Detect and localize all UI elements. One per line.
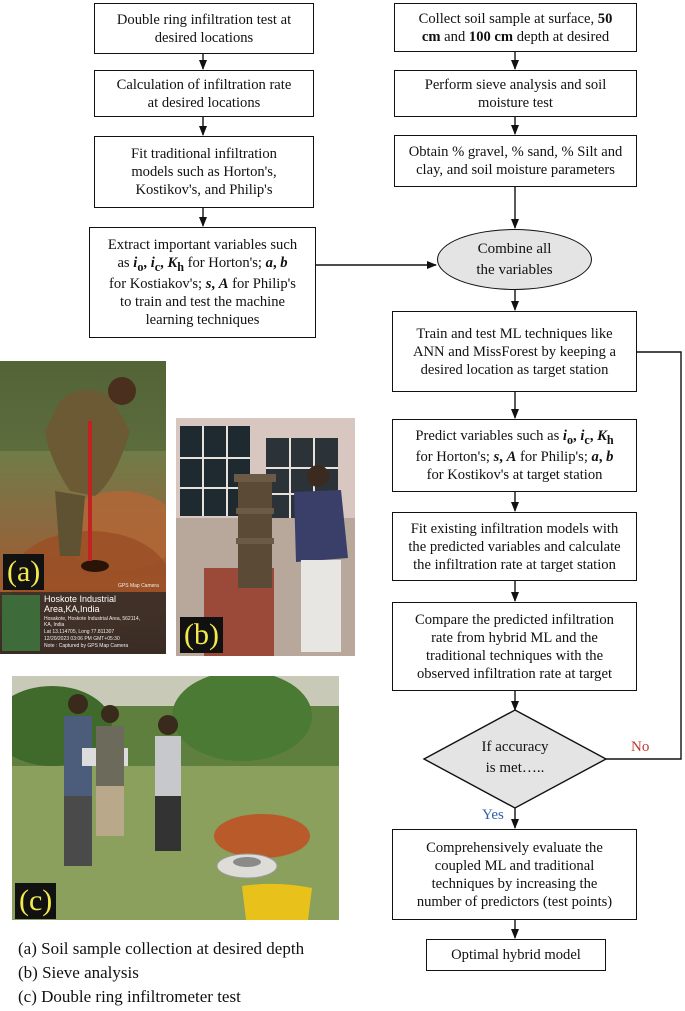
train-line1: Train and test ML techniques like <box>416 325 613 342</box>
photo-c-tag: (c) <box>15 883 56 919</box>
var-a: a <box>265 254 273 271</box>
step4-kostiakov: for Kostiakov's; <box>109 276 206 293</box>
step-extract-variables <box>89 227 316 338</box>
predict-line3: for Kostikov's at target station <box>426 467 603 484</box>
collect-pre: Collect soil sample at surface, <box>418 10 598 27</box>
evaluate-line4: number of predictors (test points) <box>416 893 613 910</box>
combine-line2: the variables <box>476 261 553 278</box>
photo-soil-collection <box>0 361 166 654</box>
gps-title: Hoskote Industrial Area,KA,India <box>44 594 117 614</box>
compare-line4: observed infiltration rate at target <box>416 665 613 682</box>
collect-depth2: 100 cm <box>468 28 514 45</box>
step-sieve-analysis <box>394 70 637 117</box>
gps-line5: Note : Captured by GPS Map Camera <box>44 643 129 649</box>
var-io-sub: o <box>137 259 144 274</box>
predict-philip: for Philip's; <box>516 449 592 466</box>
gps-line2: KA, India <box>44 622 65 628</box>
step4-line2: as $i_o$, $i_c$, $K_h$ for Horton's; a, b <box>117 254 288 274</box>
pred-var-kh: K <box>597 427 607 444</box>
var-s: s <box>205 276 212 293</box>
step-collect-soil <box>394 3 637 52</box>
fit-line2: the predicted variables and calculate <box>408 538 621 555</box>
obtain-line1: Obtain % gravel, % sand, % Silt and <box>408 144 623 160</box>
infiltrometer-illustration <box>12 676 339 920</box>
step3-line1: Fit traditional infiltration <box>131 146 277 162</box>
fit-line1: Fit existing infiltration models with <box>410 520 619 537</box>
step1-line1: Double ring infiltration test at <box>116 11 292 28</box>
collect-line1 <box>419 10 613 28</box>
photo-sieve-analysis <box>176 418 355 656</box>
gps-line4: 12/20/2023 03:06 PM GMT+05:30 <box>44 636 120 642</box>
gps-map-thumbnail <box>2 595 40 651</box>
photo-infiltrometer-test <box>12 676 339 920</box>
var-ic: i <box>150 254 155 271</box>
step-compare <box>392 602 637 691</box>
step4-line5: learning techniques <box>145 312 260 329</box>
evaluate-line3: techniques by increasing the <box>431 875 598 892</box>
predict-line2: for Horton's; s, A for Philip's; a, b <box>415 449 614 466</box>
no-label: No <box>631 739 650 755</box>
collect-depth1-unit: cm <box>421 28 441 45</box>
step1-line2: desired locations <box>154 29 254 46</box>
step3-line3: Kostikov's, and Philip's <box>135 182 273 198</box>
step4-as: as <box>117 254 134 271</box>
gps-overlay <box>0 583 166 654</box>
var-kh-sub: h <box>177 259 184 274</box>
predict-pre: Predict variables such as <box>415 427 563 444</box>
collect-post: depth at desired <box>513 28 610 45</box>
pred-var-ic-sub: c <box>584 432 590 447</box>
decision-line2: is met….. <box>485 760 545 776</box>
evaluate-line2: coupled ML and traditional <box>434 857 595 874</box>
compare-line1: Compare the predicted infiltration <box>415 611 614 628</box>
evaluate-line1: Comprehensively evaluate the <box>426 839 603 856</box>
train-line2: ANN and MissForest by keeping a <box>412 343 617 360</box>
sieve-line2: moisture test <box>477 94 553 111</box>
train-line3: desired location as target station <box>420 361 609 378</box>
pred-var-io: i <box>562 427 567 444</box>
caption-c: (c) Double ring infiltrometer test <box>18 987 241 1006</box>
step-train-test-ml <box>392 311 637 392</box>
decision-text <box>445 737 585 779</box>
photo-a-tag: (a) <box>3 554 44 590</box>
gps-line1: Hosakote, Hoskote Industrial Area, 562114, <box>44 616 141 622</box>
compare-line3: traditional techniques with the <box>425 647 604 664</box>
var-ic-sub: c <box>154 259 161 274</box>
pred-var-s: s <box>493 449 500 466</box>
collect-and: and <box>440 28 469 45</box>
yes-label: Yes <box>482 807 504 823</box>
predict-line1: Predict variables such as $i_o$, $i_c$, $K_h$ <box>415 427 614 447</box>
collect-depth1: 50 <box>597 10 613 27</box>
step-calc-infiltration <box>94 70 314 117</box>
caption-b: (b) Sieve analysis <box>18 963 139 982</box>
pred-var-ic: i <box>580 427 585 444</box>
photo-b-tag: (b) <box>180 617 223 653</box>
fit-line3: the infiltration rate at target station <box>413 556 616 573</box>
combine-variables-ellipse <box>437 229 592 290</box>
gps-line3: Lat 13.114705, Long 77.811307 <box>44 629 115 635</box>
predict-horton: for Horton's; <box>415 449 494 466</box>
step-obtain-params <box>394 135 637 187</box>
step2-line1: Calculation of infiltration rate <box>116 76 292 93</box>
compare-line2: rate from hybrid ML and the <box>431 629 598 646</box>
collect-line2 <box>419 28 613 46</box>
pred-var-kh-sub: h <box>606 432 614 447</box>
step-predict-variables <box>392 419 637 492</box>
gps-badge: GPS Map Camera <box>118 583 159 589</box>
pred-var-A: A <box>506 449 517 466</box>
var-b: b <box>280 254 288 271</box>
pred-var-a: a <box>591 449 599 466</box>
sieve-line1: Perform sieve analysis and soil <box>424 76 607 93</box>
step2-line2: at desired locations <box>147 94 261 111</box>
step-fit-traditional <box>94 136 314 208</box>
step4-philip: for Philip's <box>228 276 296 293</box>
pred-var-b: b <box>606 449 614 466</box>
var-kh: K <box>167 254 178 271</box>
step4-line4: to train and test the machine <box>120 294 285 311</box>
step-evaluate <box>392 829 637 920</box>
step4-horton: for Horton's; <box>183 254 266 271</box>
step-fit-existing <box>392 512 637 581</box>
step4-line1: Extract important variables such <box>107 236 298 253</box>
step-double-ring-test <box>94 3 314 54</box>
obtain-line2: clay, and soil moisture parameters <box>416 162 615 178</box>
combine-line1: Combine all <box>477 240 552 257</box>
step4-line3: for Kostiakov's; s, A for Philip's <box>109 276 296 293</box>
decision-line1: If accuracy <box>481 739 549 755</box>
var-io: i <box>133 254 138 271</box>
pred-var-io-sub: o <box>566 432 574 447</box>
step-optimal-model <box>426 939 606 971</box>
var-A: A <box>218 276 229 293</box>
optimal-text: Optimal hybrid model <box>451 947 581 963</box>
step3-line2: models such as Horton's, <box>131 164 277 180</box>
caption-a: (a) Soil sample collection at desired depth <box>18 939 305 958</box>
